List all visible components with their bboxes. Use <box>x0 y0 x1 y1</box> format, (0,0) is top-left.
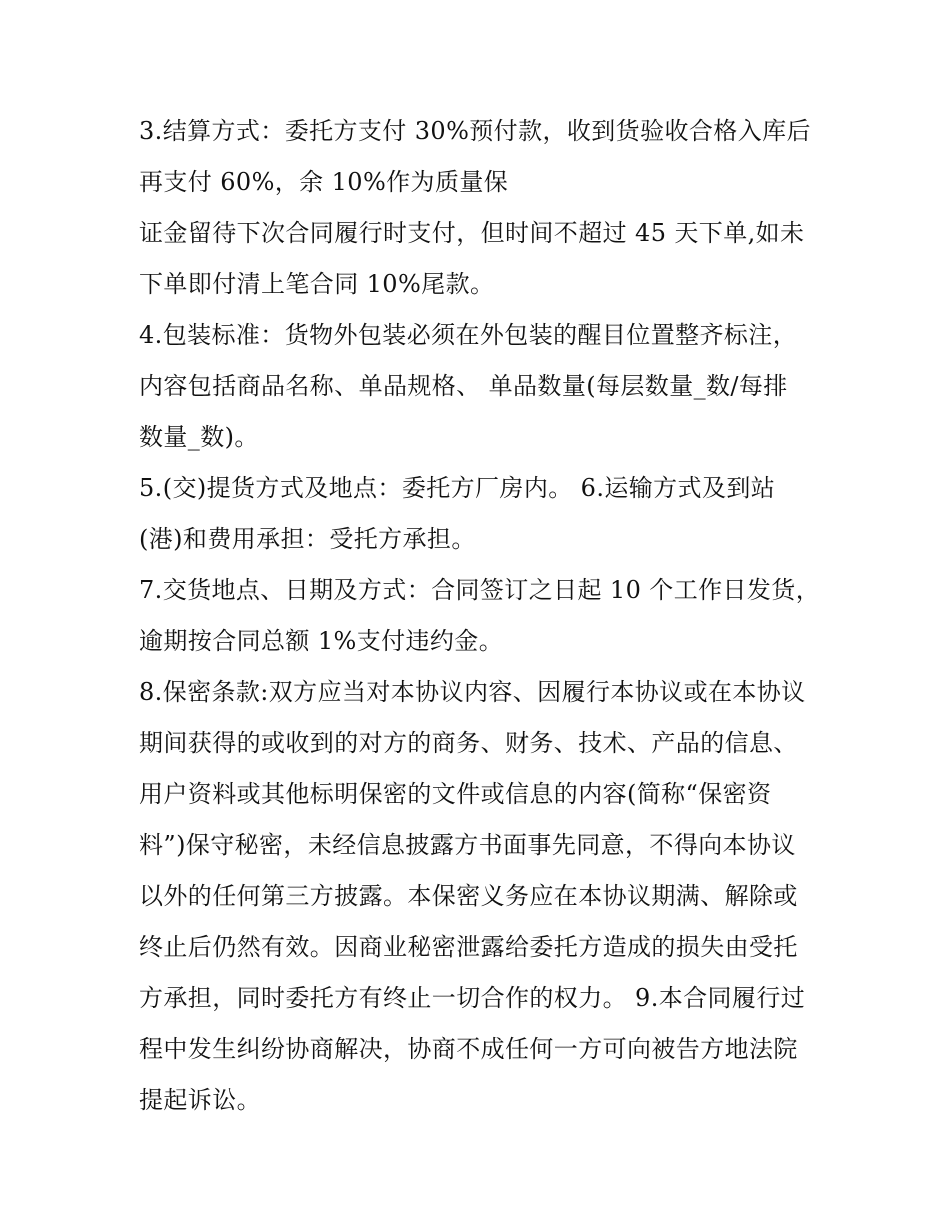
contract-text-body <box>139 111 819 1131</box>
text-line: 下单即付清上笔合同 10%尾款。 <box>139 270 495 298</box>
text-line: 4.包装标准：货物外包装必须在外包装的醒目位置整齐标注， <box>139 321 798 349</box>
text-line: 再支付 60%，余 10%作为质量保 <box>139 168 509 196</box>
text-line: 内容包括商品名称、单品规格、 单品数量(每层数量_数/每排 <box>139 372 788 400</box>
text-line: 数量_数)。 <box>139 423 259 451</box>
text-line: (港)和费用承担：受托方承担。 <box>139 525 476 553</box>
text-line: 逾期按合同总额 1%支付违约金。 <box>139 627 504 655</box>
text-line: 证金留待下次合同履行时支付，但时间不超过 45 天下单,如未 <box>139 219 805 247</box>
text-line: 用户资料或其他标明保密的文件或信息的内容(简称“保密资 <box>139 780 772 808</box>
text-line: 程中发生纠纷协商解决，协商不成任何一方可向被告方地法院 <box>139 1035 798 1063</box>
text-line: 方承担，同时委托方有终止一切合作的权力。 9.本合同履行过 <box>139 984 806 1012</box>
text-line: 以外的任何第三方披露。本保密义务应在本协议期满、解除或 <box>139 882 798 910</box>
text-line: 料”)保守秘密，未经信息披露方书面事先同意，不得向本协议 <box>139 831 796 859</box>
text-line: 5.(交)提货方式及地点：委托方厂房内。 6.运输方式及到站 <box>139 474 776 502</box>
text-line: 3.结算方式：委托方支付 30%预付款，收到货验收合格入库后 <box>139 117 811 145</box>
text-line: 终止后仍然有效。因商业秘密泄露给委托方造成的损失由受托 <box>139 933 798 961</box>
text-line: 期间获得的或收到的对方的商务、财务、技术、产品的信息、 <box>139 729 798 757</box>
text-line: 提起诉讼。 <box>139 1086 261 1114</box>
text-line: 8.保密条款:双方应当对本协议内容、因履行本协议或在本协议 <box>139 678 806 706</box>
text-line: 7.交货地点、日期及方式：合同签订之日起 10 个工作日发货， <box>139 576 821 604</box>
